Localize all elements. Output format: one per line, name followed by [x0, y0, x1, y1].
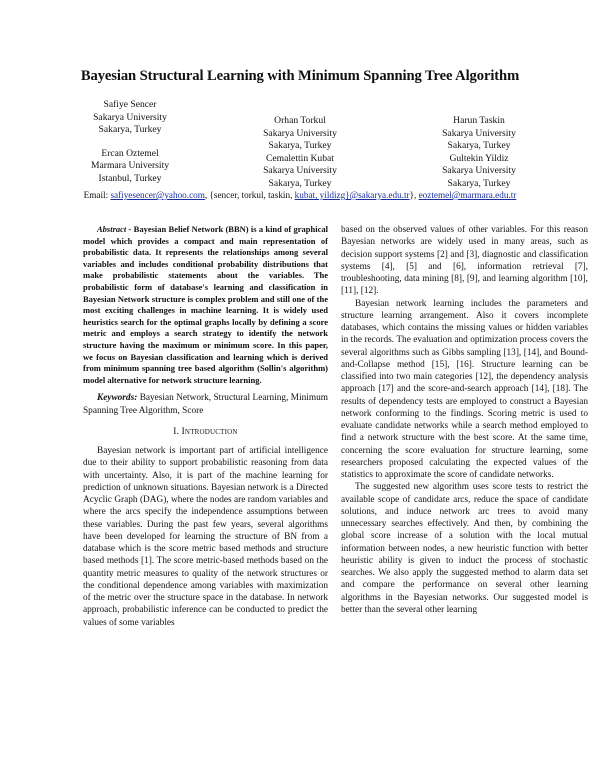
author-name: Cemalettin Kubat [266, 152, 334, 164]
email-prefix: Email: [83, 190, 111, 200]
author-column-left [75, 99, 185, 186]
email-link-sakarya[interactable]: kubat, yildizg}@sakarya.edu.tr [294, 190, 410, 200]
email-link-sencer[interactable]: safiyesencer@yahoo.com [110, 190, 205, 200]
body-paragraph: based on the observed values of other variables. For this reason Bayesian networks are widely used in many areas, such as decision support systems [2] and [3], diagnostic and classification systems [4], [5] and [6], information retrieval [7], troubleshooting, data mining [8], [9], and learning algorithm [10], [11], [12]. [341, 225, 588, 297]
author-location: Sakarya, Turkey [98, 124, 162, 136]
email-separator: }, [409, 190, 419, 200]
author-affiliation: Sakarya University [442, 127, 516, 139]
left-column [83, 224, 328, 629]
keywords-text: Bayesian Network, Structural Learning, Minimum Spanning Tree Algorithm, Score [83, 393, 328, 416]
author-affiliation: Sakarya University [263, 127, 337, 139]
author-name: Orhan Torkul [274, 115, 326, 126]
author-affiliation: Marmara University [90, 160, 170, 172]
author-column-right [424, 115, 534, 191]
keywords-label: Keywords: [97, 393, 138, 404]
author-column-center [245, 115, 355, 191]
author-location: Istanbul, Turkey [98, 172, 162, 184]
keywords [83, 392, 328, 417]
body-paragraph: Bayesian network is important part of artificial intelligence due to their ability to support probabilistic reasoning from data with uncertainty. Also, it is part of the machine learning for prediction of unknown situations. Bayesian network is a Directed Acyclic Graph (DAG), where the nodes are random variables and where the arcs specify the independence assumptions between these variables. During the past few years, several algorithms have been developed for learning the structure of BN from a database which is the score metric based methods and structure based methods [1]. The score metric-based methods based on the quantity metric measures to quality of the network structures or the conditional dependence among variables with maximization of the metric over the structure space in the database. In network approach, probabilistic inference can be conducted to predict the values of some variables [83, 446, 328, 628]
author-name: Harun Taskin [453, 115, 505, 126]
author-location: Sakarya, Turkey [268, 177, 332, 189]
paper-title: Bayesian Structural Learning with Minimum Spanning Tree Algorithm [80, 68, 520, 84]
abstract-label: Abstract - [97, 224, 132, 234]
author-name: Gultekin Yildiz [449, 152, 509, 164]
abstract [83, 224, 328, 386]
author-affiliation: Sakarya University [442, 165, 516, 177]
body-paragraph: The suggested new algorithm uses score tests to restrict the available scope of candidate arcs, reduce the space of candidate solutions, and induce network arc trees to avoid many unnecessary searches effectively. And then, by combining the global score increase of a solution with the local mutual information between nodes, a new heuristic function with better heuristic ability is given to induct the process of stochastic searches. We also apply the suggested method to alarm data set and compare the performance on several other learning algorithms in the Bayesian networks. Our suggested model is better than the several other learning [341, 482, 588, 615]
author-name: Ercan Oztemel [101, 147, 159, 159]
author-emails [0, 190, 600, 200]
abstract-text: Bayesian Belief Network (BBN) is a kind of graphical model which provides a compact and main representation of probabilistic data. It represents the relationships among several variables and includes conditional probability distributions that make probabilistic statements about the variables. The probabilistic form of database's learning and classification in Bayesian Network structure is complex problem and still one of the most exciting challenges in machine learning. It is widely used heuristics search for the optimal graphs locally by defining a score metric and employs a search strategy to identify the network structure having the maximum or minimum score. In this paper, we focus on Bayesian classification and learning which is derived from minimum spanning tree based algorithm (Sollin's algorithm) model alternative for network structure learning. [83, 224, 328, 385]
author-location: Sakarya, Turkey [447, 177, 511, 189]
right-column [341, 224, 588, 616]
author-affiliation: Sakarya University [93, 111, 167, 123]
author-affiliation: Sakarya University [263, 165, 337, 177]
email-link-oztemel[interactable]: eoztemel@marmara.edu.tr [418, 190, 517, 200]
author-name: Safiye Sencer [103, 99, 157, 110]
body-paragraph: Bayesian network learning includes the parameters and structure learning arrangement. Also it covers incomplete databases, which contains the missing values or hidden variables in the records. The evaluation and optimization process covers the several algorithms such as Gibbs sampling [13], [14], and Bound-and-Collapse method [15], [16]. Structure learning can be classified into two main categories [12], the dependency analysis approach [17] and the score-and-search approach [14], [18]. The results of dependency tests are employed to construct a Bayesian network conforming to the findings. Scoring metric is used to evaluate candidate networks while a search method employed to find a network structure with the best score. At the same time, concerning the score evaluation for structure learning, some researchers proposed calculating the expected values of the statistics to approximate the score of candidate networks. [341, 298, 588, 480]
author-location: Sakarya, Turkey [268, 140, 332, 152]
author-location: Sakarya, Turkey [447, 140, 511, 152]
email-text: , {sencer, torkul, taskin, [204, 190, 295, 200]
section-heading-introduction: I. Introduction [173, 426, 238, 437]
